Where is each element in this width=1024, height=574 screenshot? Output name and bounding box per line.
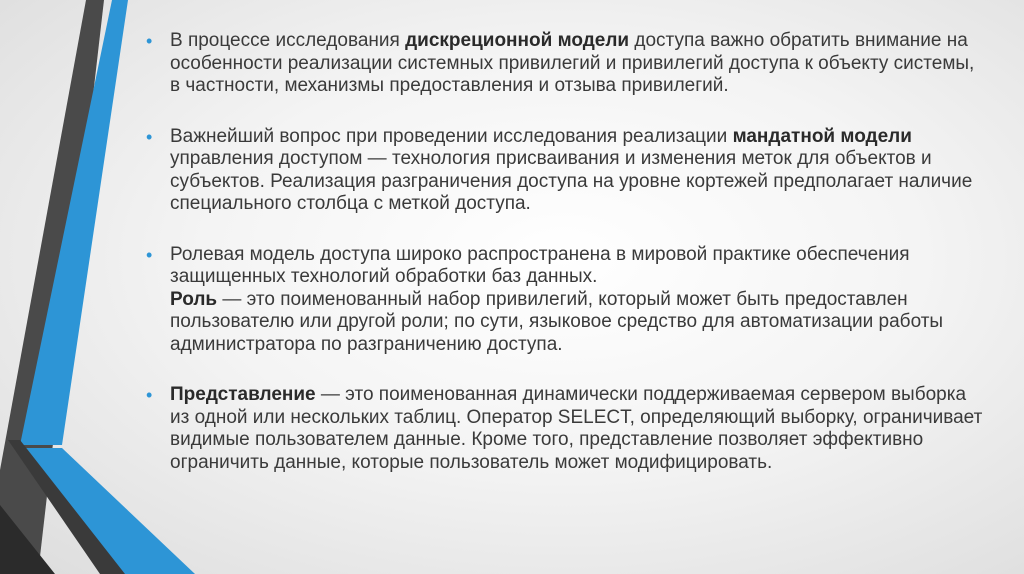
- bullet-text-bold: Представление: [170, 384, 316, 405]
- bullet-view: [146, 384, 986, 474]
- bullet-text-post: управления доступом — технология присваивания и изменения меток для объектов и субъектов. Реализация разграничения доступа на уровне кортежей предполагает наличие специального столбца с меткой доступа.: [170, 148, 973, 214]
- bullet-text-post: — это поименованный набор привилегий, который может быть предоставлен пользователю или другой роли; по сути, языковое средство для автоматизации работы администратора по разграничению доступа.: [170, 288, 944, 355]
- bullet-marker: •: [146, 31, 153, 51]
- bullet-text-bold: дискреционной модели: [405, 30, 630, 51]
- bullet-text-post: доступа важно обратить внимание на особенности реализации системных привилегий и привилегий доступа к объекту системы, в частности, механизмы предоставления и отзыва привилегий.: [170, 30, 975, 96]
- bullet-discretionary-model: [146, 30, 986, 98]
- bullet-text-bold: мандатной модели: [732, 125, 912, 147]
- bullet-mandatory-model: [146, 126, 986, 216]
- bullet-marker: •: [146, 244, 153, 265]
- bullet-text-intro: Ролевая модель доступа широко распространена в мировой практике обеспечения защищенных технологий обработки баз данных.: [170, 243, 910, 287]
- bullet-role-model: [146, 244, 986, 357]
- bullet-text-bold: Роль: [170, 288, 218, 310]
- bullet-marker: •: [146, 385, 153, 405]
- bullet-text-post: — это поименованная динамически поддерживаемая сервером выборка из одной или нескольких таблиц. Оператор SELECT, определяющий выборку, ограничивает видимые пользователем данные. Кроме того, представление позволяет эффективно ограничить данные, которые пользователь может модифицировать.: [170, 384, 983, 473]
- bullet-text-pre: Важнейший вопрос при проведении исследования реализации: [170, 125, 733, 147]
- slide-content: [146, 30, 986, 502]
- bullet-text-pre: В процессе исследования: [170, 30, 406, 51]
- bullet-marker: •: [146, 126, 153, 147]
